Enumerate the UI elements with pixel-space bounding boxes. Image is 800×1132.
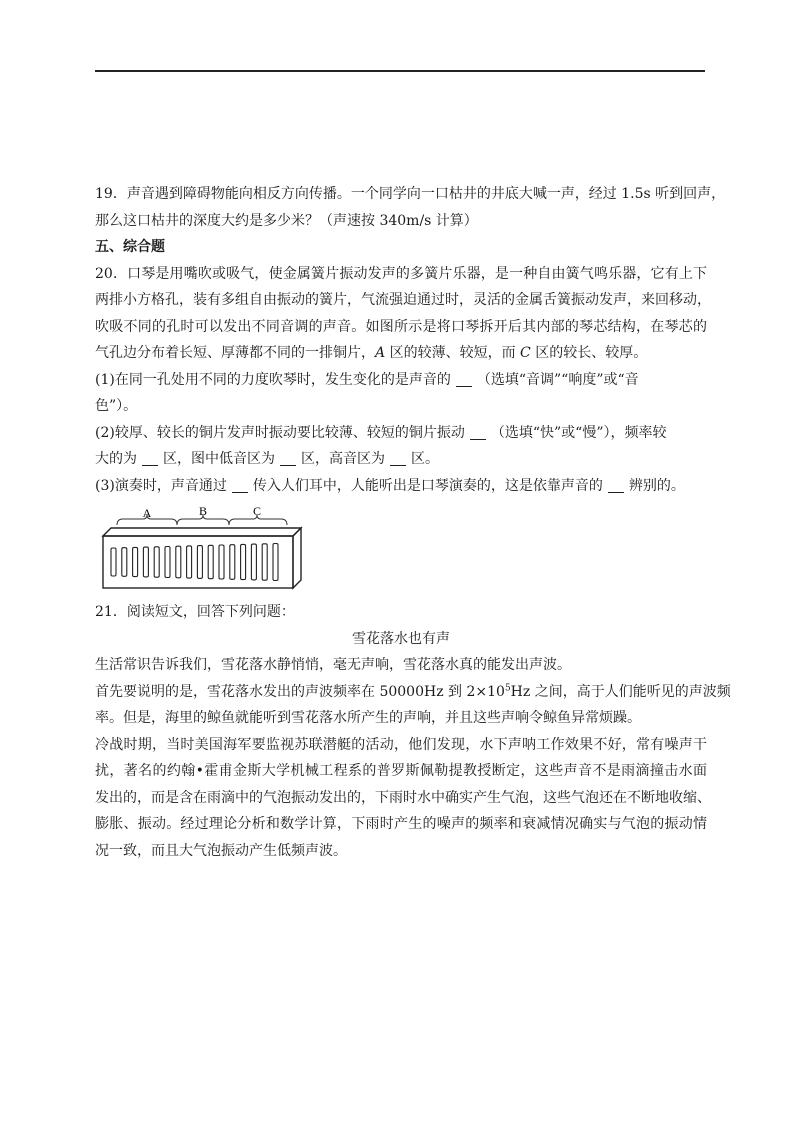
q20-part-2-options: （选填“快”或“慢”），频率较 [490,424,667,441]
question-20 [95,261,711,600]
reed-slot [197,546,202,579]
harmonica-reed-figure [95,499,707,599]
article-line-1: 生活常识告诉我们，雪花落水静悄悄，毫无声响，雪花落水真的能发出声波。 [95,657,571,673]
q20-part-2-cont [95,446,707,473]
answer-blank-2[interactable] [470,424,486,440]
q20-part-1-cont: 色”）。 [95,398,138,414]
q20-intro-4 [95,340,707,367]
reed-slot [251,544,256,580]
article-line-7: 膨胀、振动。经过理论分析和数学计算，下雨时产生的噪声的频率和衰减情况确实与气泡的振动情 [95,816,707,832]
header-rule [95,70,705,72]
q20-intro-1: 20．口琴是用嘴吹或吸气，使金属簧片振动发声的多簧片乐器，是一种自由簧气鸣乐器，它有上下 [95,265,707,282]
reed-slot [111,548,116,576]
q20-intro-4-part-2: 区的较薄、较短，而 [385,345,521,361]
reed-slot [262,544,267,580]
reed-slots [111,544,278,581]
harmonica-top-face [103,528,301,536]
article-line-2-a: 首先要说明的是，雪花落水发出的声波频率在 50000Hz 到 2×10 [95,683,505,700]
q20-part-3-a: (3)演奏时，声音通过 [95,477,227,494]
q20-part-2-e: 区，高音区为 [301,451,385,467]
q20-intro-4-part-3: 区的较长、较厚。 [530,345,648,361]
document-body [95,181,731,864]
q19-line-2: 那么这口枯井的深度大约是多少米？（声速按 340m/s 计算） [95,212,478,229]
q20-intro-4-part-1: 气孔边分布着长短、厚薄都不同的一排铜片， [95,345,375,361]
reed-slot [133,547,138,576]
reed-slot [122,548,127,577]
reed-slot [165,547,170,578]
bracket-a [117,515,177,525]
reed-slot [241,544,246,579]
question-21 [95,599,731,864]
reed-slot [219,545,224,579]
article-line-2-b: Hz 之间，高于人们能听见的声波频 [510,683,731,700]
q20-part-2-c: 大的为 [95,451,137,467]
q20-part-1-text: (1)在同一孔处用不同的力度吹琴时，发生变化的是声音的 [95,371,451,388]
q20-intro-2: 两排小方格孔，装有多组自由振动的簧片，气流强迫通过时，灵活的金属舌簧振动发声，来回移动， [95,292,711,308]
zone-c-label: C [520,345,531,361]
reed-slot [143,547,148,577]
q21-intro: 21．阅读短文，回答下列问题： [95,604,295,620]
harmonica-diagram [99,503,309,598]
figure-label-b: B [198,504,208,518]
q20-part-2-text: (2)较厚、较长的铜片发声时振动要比较薄、较短的铜片振动 [95,424,465,441]
harmonica-side-face [293,528,301,588]
article-line-2 [95,679,731,706]
question-19 [95,181,726,234]
section-title: 五、综合题 [95,239,165,255]
q20-part-2-d: 区，图中低音区为 [163,451,275,467]
answer-blank-6[interactable] [232,477,248,493]
q19-line-1: 19．声音遇到障碍物能向相反方向传播。一个同学向一口枯井的井底大喊一声，经过 1.5s 听到回声， [95,186,726,202]
q20-part-2 [95,420,707,447]
reed-slot [187,546,192,578]
q20-part-3-c: 辨别的。 [628,477,685,494]
reed-slot [208,545,213,578]
article-line-3: 率。但是，海里的鲸鱼就能听到雪花落水所产生的声响，并且这些声响令鲸鱼异常烦躁。 [95,710,641,726]
q20-part-3 [95,473,707,500]
answer-blank-7[interactable] [608,477,624,493]
article-line-5: 扰，著名的约翰•霍甫金斯大学机械工程系的普罗斯佩勒提教授断定，这些声音不是雨滴撞击水面 [95,763,707,779]
q20-part-1-options: （选填“音调”“响度”或“音 [476,371,639,388]
reed-slot [273,544,278,581]
figure-label-a: A [142,506,152,520]
q20-part-2-f: 区。 [411,451,439,467]
answer-blank-3[interactable] [142,450,158,466]
reed-slot [176,546,181,578]
q20-part-1 [95,367,707,394]
answer-blank-1[interactable] [456,371,472,387]
answer-blank-4[interactable] [280,450,296,466]
q20-part-3-b: 传入人们耳中，人能听出是口琴演奏的，这是依靠声音的 [252,477,603,494]
bracket-b [177,515,229,525]
article-line-4: 冷战时期，当时美国海军要监视苏联潜艇的活动，他们发现，水下声呐工作效果不好，常有噪声干 [95,736,707,753]
reed-slot [230,545,235,580]
figure-label-c: C [252,504,262,518]
exponent: 5 [504,682,511,693]
answer-blank-5[interactable] [390,450,406,466]
reed-slot [154,547,159,577]
zone-a-label: A [375,345,386,361]
article-line-6: 发出的，而是含在雨滴中的气泡振动发出的，下雨时水中确实产生气泡，这些气泡还在不断地收缩、 [95,789,711,806]
article-line-8: 况一致，而且大气泡振动产生低频声波。 [95,842,347,859]
article-title: 雪花落水也有声 [352,630,450,647]
q20-intro-3: 吹吸不同的孔时可以发出不同音调的声音。如图所示是将口琴拆开后其内部的琴芯结构，在琴芯的 [95,318,707,335]
